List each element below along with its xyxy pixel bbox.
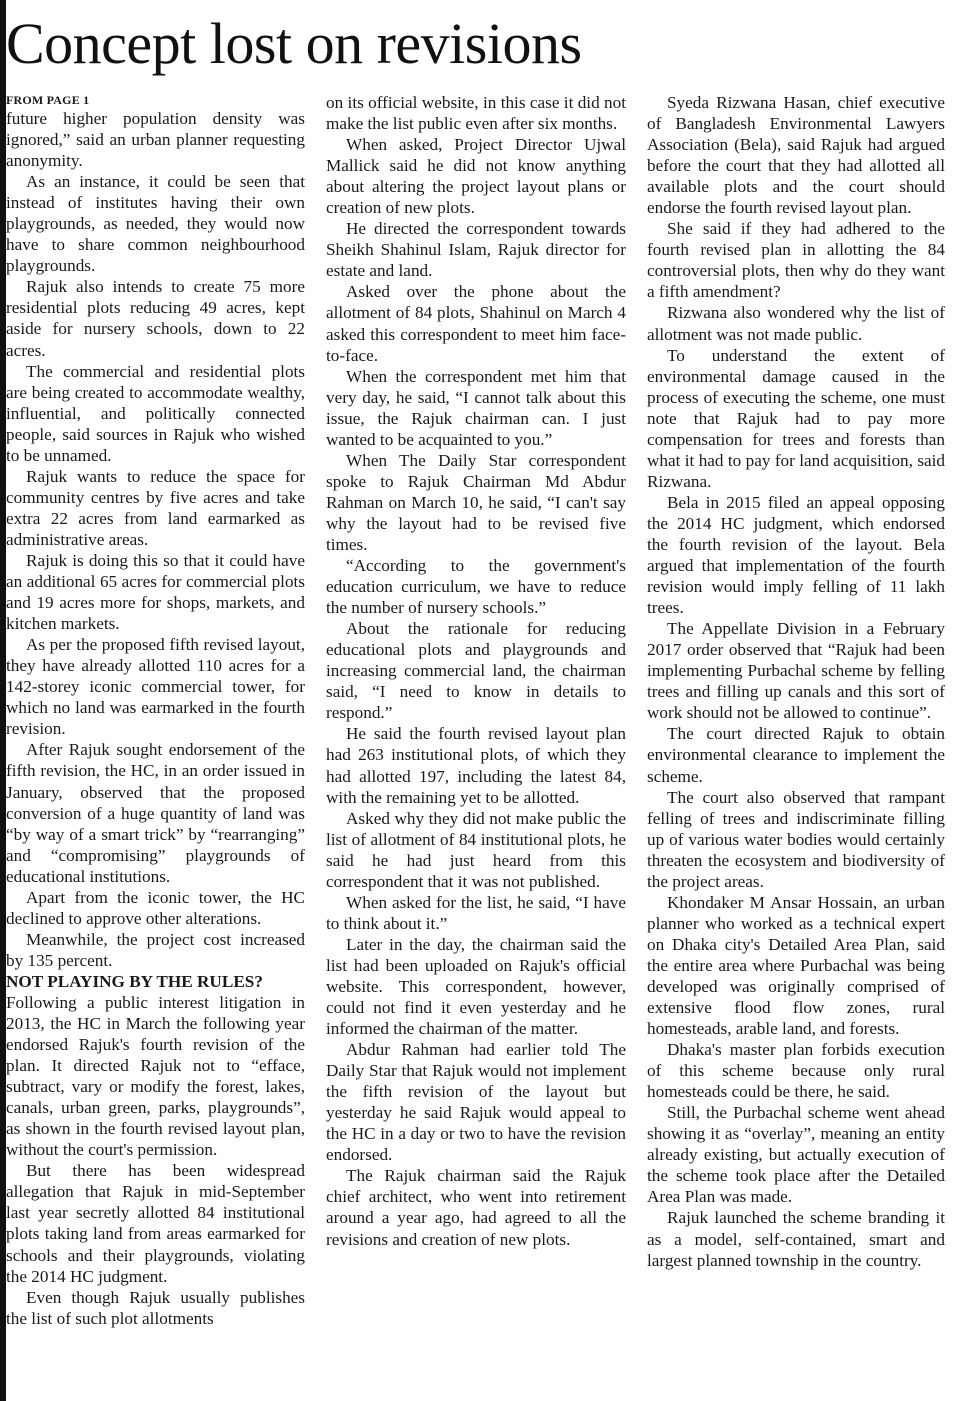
headline: Concept lost on revisions xyxy=(6,11,582,76)
subheading: NOT PLAYING BY THE RULES? xyxy=(6,971,263,991)
paragraph: When asked for the list, he said, “I have to think about it.” xyxy=(326,892,626,933)
paragraph: Rajuk also intends to create 75 more residential plots reducing 49 acres, kept aside for nursery schools, down to 22 acres. xyxy=(6,277,305,360)
paragraph: The commercial and residential plots are being created to accommodate wealthy, influential, and politically connected people, said sources in Rajuk who wished to be unnamed. xyxy=(6,361,305,465)
paragraph: Asked why they did not make public the list of allotment of 84 institutional plots, he said he had just heard from this correspondent that it was not published. xyxy=(326,808,626,891)
paragraph: After Rajuk sought endorsement of the fifth revision, the HC, in an order issued in January, observed that the proposed conversion of a huge quantity of land was “by way of a smart trick” by “rearranging” and “compromising” playgrounds of educational institutions. xyxy=(6,740,305,886)
column-3 xyxy=(647,92,945,1392)
paragraph: The court also observed that rampant felling of trees and indiscriminate filling up of various water bodies would certainly threaten the ecosystem and biodiversity of the project areas. xyxy=(647,787,945,891)
paragraph: Rajuk is doing this so that it could have an additional 65 acres for commercial plots and 19 acres more for shops, markets, and kitchen markets. xyxy=(6,550,305,634)
paragraph: Rajuk launched the scheme branding it as a model, self-contained, smart and largest planned township in the country. xyxy=(647,1208,945,1270)
paragraph: Apart from the iconic tower, the HC declined to approve other alterations. xyxy=(6,887,305,928)
paragraph: She said if they had adhered to the fourth revised plan in allotting the 84 controversial plots, then why do they want a fifth amendment? xyxy=(647,219,945,302)
paragraph: Rajuk wants to reduce the space for community centres by five acres and take extra 22 acres from land earmarked as administrative areas. xyxy=(6,466,305,549)
continuation-kicker: FROM PAGE 1 xyxy=(6,93,90,107)
paragraph: To understand the extent of environmental damage caused in the process of executing the scheme, one must note that Rajuk had to pay more compensation for trees and forests than what it had to pay for land acquisition, said Rizwana. xyxy=(647,345,945,491)
paragraph: on its official website, in this case it did not make the list public even after six months. xyxy=(326,93,626,134)
paragraph: When The Daily Star correspondent spoke to Rajuk Chairman Md Abdur Rahman on March 10, he said, “I can't say why the layout had to be revised five times. xyxy=(326,450,626,554)
paragraph: Abdur Rahman had earlier told The Daily Star that Rajuk would not implement the fifth revision of the layout but yesterday he said Rajuk would appeal to the HC in a day or two to have the revision endorsed. xyxy=(326,1040,626,1165)
paragraph: Bela in 2015 filed an appeal opposing the 2014 HC judgment, which endorsed the fourth revision of the layout. Bela argued that implementation of the fourth revision would imply felling of 11 lakh trees. xyxy=(647,492,945,618)
paragraph: Even though Rajuk usually publishes the list of such plot allotments xyxy=(6,1287,305,1328)
paragraph: Still, the Purbachal scheme went ahead showing it as “overlay”, meaning an entity already existing, but actually execution of the scheme took place after the Detailed Area Plan was made. xyxy=(647,1103,945,1207)
paragraph: Following a public interest litigation in 2013, the HC in March the following year endorsed Rajuk's fourth revision of the plan. It directed Rajuk not to “efface, subtract, vary or modify the forest, lakes, canals, urban green, parks, playgrounds”, as shown in the fourth revised layout plan, without the court's permission. xyxy=(6,992,305,1160)
paragraph: The Appellate Division in a February 2017 order observed that “Rajuk had been implementing Purbachal scheme by felling trees and filling up canals and this sort of work should not be allowed to continue”. xyxy=(647,619,945,723)
paragraph: The Rajuk chairman said the Rajuk chief architect, who went into retirement around a year ago, had agreed to all the revisions and creation of new plots. xyxy=(326,1166,626,1249)
paragraph: But there has been widespread allegation that Rajuk in mid-September last year secretly allotted 84 institutional plots taking land from areas earmarked for schools and their playgrounds, violating the 2014 HC judgment. xyxy=(6,1161,305,1286)
paragraph: He said the fourth revised layout plan had 263 institutional plots, of which they had allotted 197, including the latest 84, with the remaining yet to be allotted. xyxy=(326,724,626,807)
paragraph: Rizwana also wondered why the list of allotment was not made public. xyxy=(647,303,945,344)
paragraph: About the rationale for reducing educational plots and playgrounds and increasing commercial land, the chairman said, “I need to know in details to respond.” xyxy=(326,619,626,723)
paragraph: Khondaker M Ansar Hossain, an urban planner who worked as a technical expert on Dhaka city's Detailed Area Plan, said the entire area where Purbachal was being developed was originally comprised of extensive flood flow zones, rural homesteads, arable land, and forests. xyxy=(647,892,945,1039)
column-2 xyxy=(326,92,626,1392)
paragraph: As an instance, it could be seen that instead of institutes having their own playgrounds, as needed, they would now have to share common neighbourhood playgrounds. xyxy=(6,172,305,276)
paragraph: When asked, Project Director Ujwal Mallick said he did not know anything about altering the project layout plans or creation of new plots. xyxy=(326,135,626,218)
paragraph: The court directed Rajuk to obtain environmental clearance to implement the scheme. xyxy=(647,724,945,786)
paragraph: future higher population density was ignored,” said an urban planner requesting anonymity. xyxy=(6,109,305,171)
column-1 xyxy=(6,92,305,1392)
paragraph: He directed the correspondent towards Sheikh Shahinul Islam, Rajuk director for estate and land. xyxy=(326,219,626,281)
paragraph: Syeda Rizwana Hasan, chief executive of Bangladesh Environmental Lawyers Association (Bela), said Rajuk had argued before the court that they had allotted all available plots and the court should endorse the fourth revised layout plan. xyxy=(647,93,945,218)
paragraph: Asked over the phone about the allotment of 84 plots, Shahinul on March 4 asked this correspondent to meet him face-to-face. xyxy=(326,282,626,365)
paragraph: When the correspondent met him that very day, he said, “I cannot talk about this issue, the Rajuk chairman can. I just wanted to be acquainted to you.” xyxy=(326,366,626,449)
paragraph: Dhaka's master plan forbids execution of this scheme because only rural homesteads could be there, he said. xyxy=(647,1040,945,1102)
paragraph: As per the proposed fifth revised layout, they have already allotted 110 acres for a 142-storey iconic commercial tower, for which no land was earmarked in the fourth revision. xyxy=(6,635,305,739)
paragraph: Later in the day, the chairman said the list had been uploaded on Rajuk's official website. This correspondent, however, could not find it even yesterday and he informed the chairman of the matter. xyxy=(326,934,626,1039)
paragraph: Meanwhile, the project cost increased by 135 percent. xyxy=(6,929,305,970)
paragraph: “According to the government's education curriculum, we have to reduce the number of nursery schools.” xyxy=(326,556,626,618)
